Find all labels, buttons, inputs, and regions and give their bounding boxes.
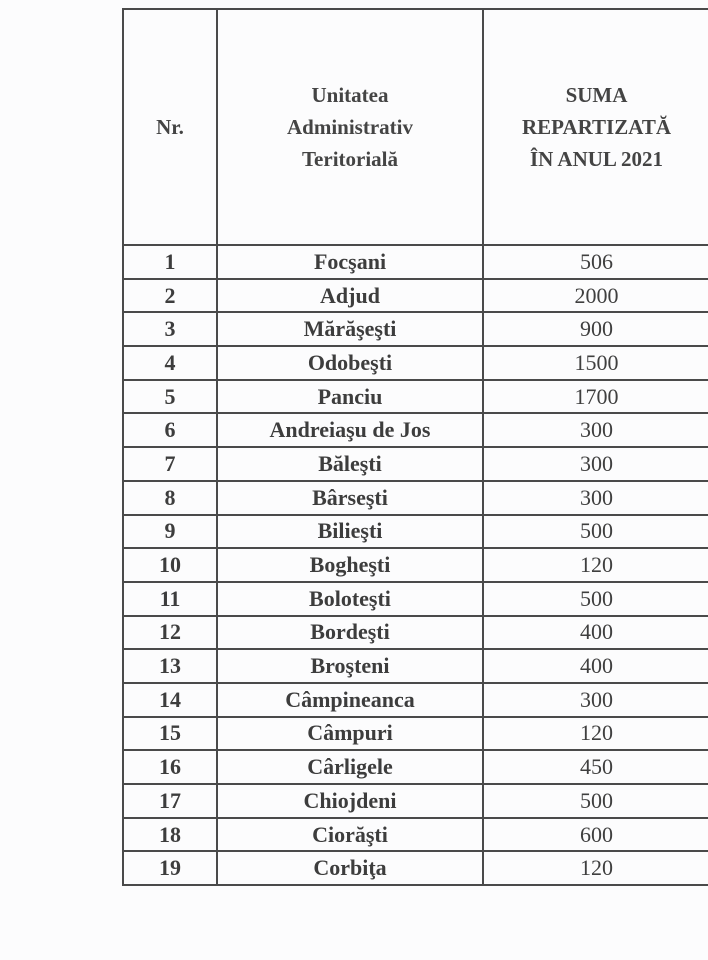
cell-sum: 450: [483, 750, 708, 784]
cell-sum: 500: [483, 515, 708, 549]
table-row: [123, 481, 708, 515]
cell-uat: Câmpineanca: [217, 683, 483, 717]
table-row: [123, 346, 708, 380]
cell-sum: 300: [483, 413, 708, 447]
cell-nr: 12: [123, 616, 217, 650]
header-uat-line: Teritorială: [301, 147, 399, 171]
cell-sum: 600: [483, 818, 708, 852]
cell-uat: Mărăşeşti: [217, 312, 483, 346]
cell-nr: 5: [123, 380, 217, 414]
cell-uat: Panciu: [217, 380, 483, 414]
table-row: [123, 245, 708, 279]
header-sum-line: REPARTIZATĂ: [522, 115, 671, 139]
cell-sum: 300: [483, 683, 708, 717]
cell-uat: Bilieşti: [217, 515, 483, 549]
cell-sum: 506: [483, 245, 708, 279]
cell-nr: 18: [123, 818, 217, 852]
cell-uat: Focşani: [217, 245, 483, 279]
table-row: [123, 279, 708, 313]
table-body: [123, 245, 708, 885]
cell-nr: 3: [123, 312, 217, 346]
allocation-table: [122, 8, 708, 886]
cell-uat: Bârseşti: [217, 481, 483, 515]
table-row: [123, 717, 708, 751]
cell-sum: 120: [483, 717, 708, 751]
header-nr: Nr.: [123, 9, 217, 245]
cell-uat: Ciorăşti: [217, 818, 483, 852]
cell-nr: 19: [123, 851, 217, 885]
header-row: [123, 9, 708, 245]
table-row: [123, 582, 708, 616]
table-row: [123, 649, 708, 683]
cell-uat: Boloteşti: [217, 582, 483, 616]
cell-uat: Bordeşti: [217, 616, 483, 650]
cell-nr: 8: [123, 481, 217, 515]
cell-sum: 120: [483, 548, 708, 582]
table-header: [123, 9, 708, 245]
cell-sum: 1500: [483, 346, 708, 380]
header-sum-line: ÎN ANUL 2021: [529, 147, 664, 171]
cell-nr: 1: [123, 245, 217, 279]
header-sum: [483, 9, 708, 245]
cell-nr: 11: [123, 582, 217, 616]
cell-uat: Broşteni: [217, 649, 483, 683]
cell-sum: 2000: [483, 279, 708, 313]
header-uat-line: Unitatea: [311, 83, 389, 107]
cell-uat: Câmpuri: [217, 717, 483, 751]
cell-sum: 900: [483, 312, 708, 346]
table-row: [123, 447, 708, 481]
cell-nr: 16: [123, 750, 217, 784]
cell-sum: 400: [483, 649, 708, 683]
table-row: [123, 312, 708, 346]
cell-uat: Chiojdeni: [217, 784, 483, 818]
cell-uat: Cârligele: [217, 750, 483, 784]
table-row: [123, 784, 708, 818]
table-row: [123, 548, 708, 582]
cell-nr: 6: [123, 413, 217, 447]
cell-sum: 120: [483, 851, 708, 885]
cell-nr: 14: [123, 683, 217, 717]
cell-uat: Andreiaşu de Jos: [217, 413, 483, 447]
table-row: [123, 818, 708, 852]
cell-sum: 300: [483, 447, 708, 481]
cell-sum: 500: [483, 582, 708, 616]
cell-sum: 1700: [483, 380, 708, 414]
header-sum-line: SUMA: [565, 83, 628, 107]
table-row: [123, 683, 708, 717]
cell-nr: 10: [123, 548, 217, 582]
cell-nr: 9: [123, 515, 217, 549]
cell-uat: Corbiţa: [217, 851, 483, 885]
table-row: [123, 380, 708, 414]
cell-nr: 13: [123, 649, 217, 683]
cell-uat: Băleşti: [217, 447, 483, 481]
cell-nr: 17: [123, 784, 217, 818]
table-row: [123, 515, 708, 549]
cell-sum: 400: [483, 616, 708, 650]
cell-sum: 500: [483, 784, 708, 818]
cell-uat: Adjud: [217, 279, 483, 313]
table-row: [123, 851, 708, 885]
header-uat-line: Administrativ: [287, 115, 413, 139]
cell-uat: Bogheşti: [217, 548, 483, 582]
cell-sum: 300: [483, 481, 708, 515]
cell-uat: Odobeşti: [217, 346, 483, 380]
table-row: [123, 616, 708, 650]
table-row: [123, 413, 708, 447]
table-row: [123, 750, 708, 784]
header-uat: [217, 9, 483, 245]
cell-nr: 15: [123, 717, 217, 751]
cell-nr: 2: [123, 279, 217, 313]
cell-nr: 4: [123, 346, 217, 380]
cell-nr: 7: [123, 447, 217, 481]
